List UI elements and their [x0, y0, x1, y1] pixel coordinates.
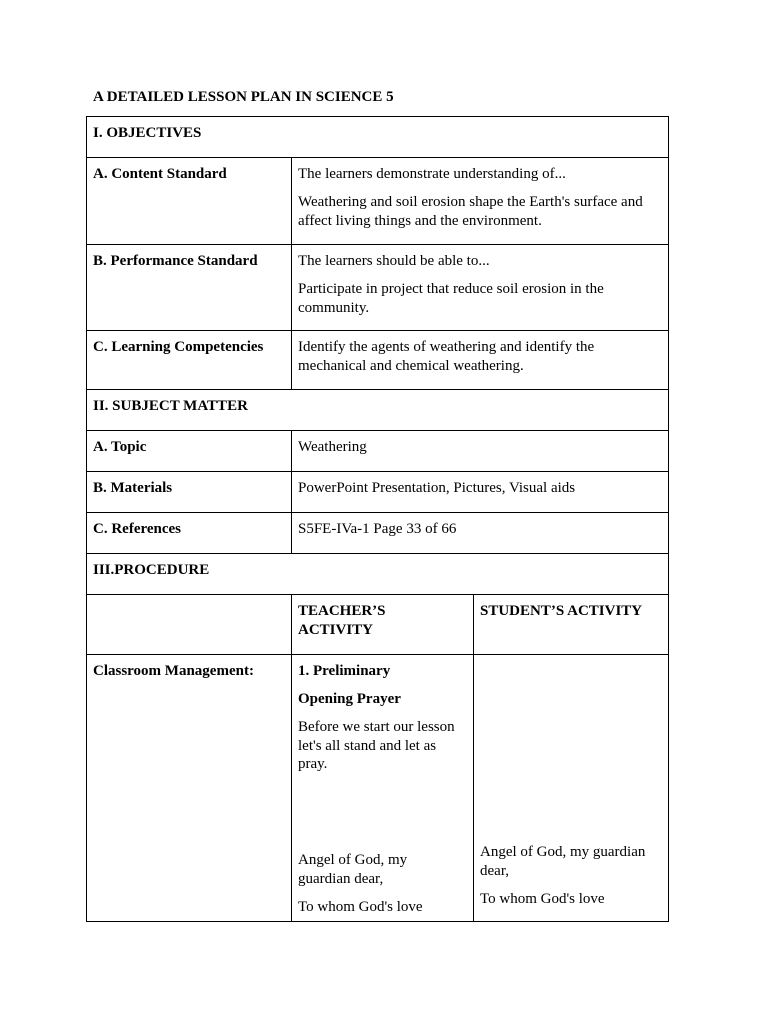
references-label-cell	[87, 513, 292, 554]
student-prayer-block	[480, 843, 645, 918]
student-activity-header: STUDENT’S ACTIVITY	[480, 603, 643, 619]
content-standard-label-cell	[87, 158, 292, 245]
performance-standard-paragraph: The learners should be able to...	[298, 253, 490, 269]
materials-label-cell	[87, 472, 292, 513]
subject-matter-heading-cell	[87, 390, 669, 431]
topic-label-cell	[87, 431, 292, 472]
performance-standard-value-cell	[292, 245, 669, 331]
materials-value: PowerPoint Presentation, Pictures, Visual aids	[298, 480, 576, 496]
performance-standard-paragraph: Participate in project that reduce soil erosion in the community.	[298, 281, 604, 316]
lesson-plan-table	[86, 116, 669, 922]
topic-value-cell	[292, 431, 669, 472]
references-value: S5FE-IVa-1 Page 33 of 66	[298, 521, 457, 537]
content-standard-label: A. Content Standard	[93, 166, 227, 182]
content-standard-value-cell	[292, 158, 669, 245]
learning-competencies-value-cell	[292, 331, 669, 390]
prayer-line: Angel of God, my guardian dear,	[298, 852, 408, 887]
performance-standard-row	[87, 245, 669, 331]
learning-competencies-text: Identify the agents of weathering and identify the mechanical and chemical weathering.	[298, 339, 595, 374]
materials-row	[87, 472, 669, 513]
student-activity-content	[480, 662, 662, 920]
page-title: A DETAILED LESSON PLAN IN SCIENCE 5	[93, 89, 394, 105]
performance-standard-label-cell	[87, 245, 292, 331]
references-row	[87, 513, 669, 554]
prayer-line: Angel of God, my guardian dear,	[480, 844, 646, 879]
references-value-cell	[292, 513, 669, 554]
content-standard-paragraph: The learners demonstrate understanding of...	[298, 166, 566, 182]
teacher-instruction: Before we start our lesson let's all stand and let as pray.	[298, 719, 455, 772]
performance-standard-label: B. Performance Standard	[93, 253, 258, 269]
prayer-line: To whom God's love	[480, 890, 605, 907]
opening-prayer-subheading: Opening Prayer	[298, 691, 401, 707]
topic-value: Weathering	[298, 439, 367, 455]
classroom-management-label-cell	[87, 655, 292, 922]
section-heading-subject-matter: II. SUBJECT MATTER	[93, 398, 248, 414]
teacher-activity-header: TEACHER’S ACTIVITY	[298, 603, 386, 638]
topic-row	[87, 431, 669, 472]
prayer-line: To whom God's love	[298, 898, 423, 915]
student-activity-cell	[474, 655, 669, 922]
learning-competencies-label-cell	[87, 331, 292, 390]
classroom-management-row	[87, 655, 669, 922]
learning-competencies-row	[87, 331, 669, 390]
content-standard-row	[87, 158, 669, 245]
procedure-heading-cell	[87, 554, 669, 595]
references-label: C. References	[93, 521, 182, 537]
classroom-management-label: Classroom Management:	[93, 663, 254, 679]
topic-label: A. Topic	[93, 439, 147, 455]
objectives-heading-row	[87, 117, 669, 158]
subject-matter-heading-row	[87, 390, 669, 431]
student-activity-header-cell	[474, 595, 669, 655]
learning-competencies-label: C. Learning Competencies	[93, 339, 264, 355]
section-heading-procedure: III.PROCEDURE	[93, 562, 210, 578]
objectives-heading-cell	[87, 117, 669, 158]
procedure-heading-row	[87, 554, 669, 595]
teacher-prayer-block	[298, 851, 423, 926]
teacher-activity-header-cell	[292, 595, 474, 655]
teacher-activity-cell	[292, 655, 474, 922]
materials-label: B. Materials	[93, 480, 173, 496]
materials-value-cell	[292, 472, 669, 513]
procedure-header-empty-cell	[87, 595, 292, 655]
section-heading-objectives: I. OBJECTIVES	[93, 125, 202, 141]
teacher-activity-content	[298, 662, 467, 920]
content-standard-paragraph: Weathering and soil erosion shape the Earth's surface and affect living things and the environment.	[298, 194, 643, 229]
preliminary-step: 1. Preliminary	[298, 663, 391, 679]
procedure-header-row	[87, 595, 669, 655]
